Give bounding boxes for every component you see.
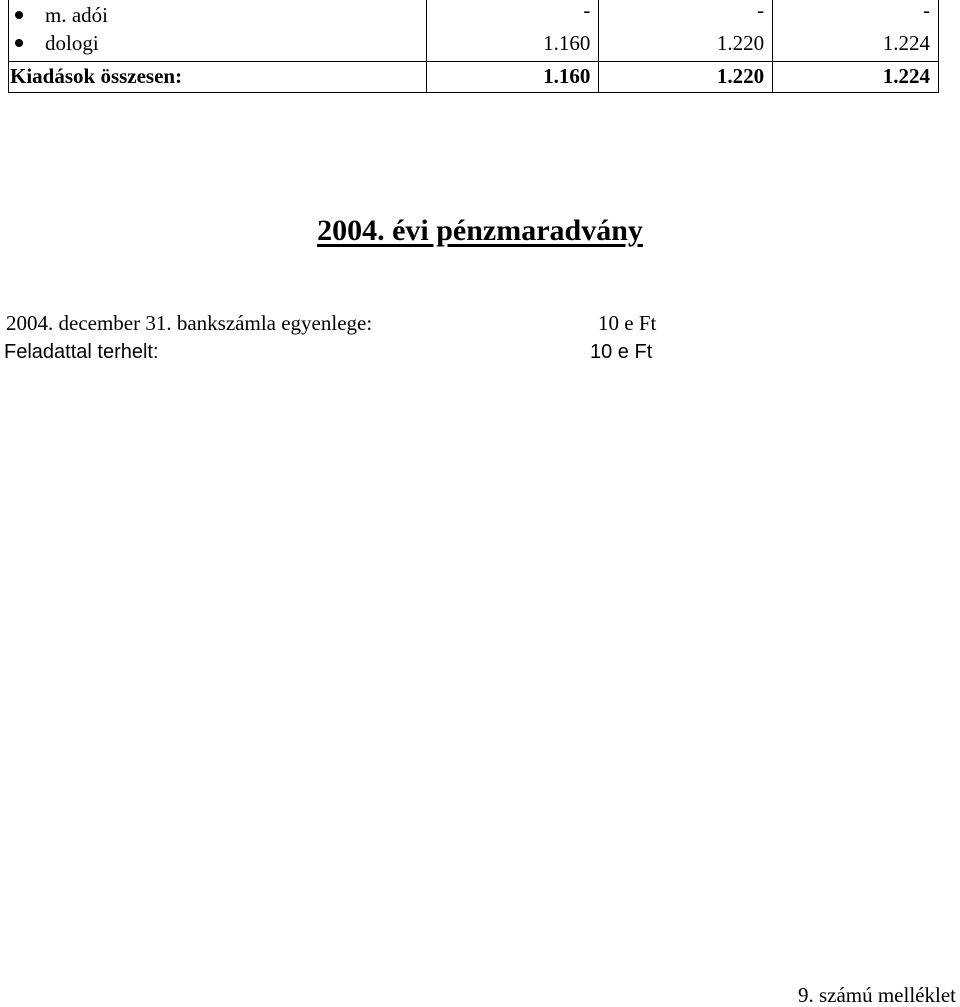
value-cell: 1.224	[773, 28, 939, 62]
value-cell: 1.220	[599, 28, 773, 62]
bank-balance-value: 10 e Ft	[598, 311, 657, 335]
annex-label: 9. számú melléklet	[797, 983, 956, 1007]
bullet-icon	[15, 11, 23, 19]
row-label-cell	[9, 28, 427, 62]
value-cell: 1.160	[427, 28, 599, 62]
row-label: dologi	[45, 31, 99, 55]
value-cell: -	[427, 0, 599, 28]
expense-table	[8, 0, 939, 93]
burdened-value: 10 e Ft	[590, 341, 653, 363]
value-cell: -	[599, 0, 773, 28]
bank-balance-label: 2004. december 31. bankszámla egyenlege:	[6, 311, 373, 335]
table-row	[9, 28, 939, 62]
burdened-label: Feladattal terhelt:	[4, 341, 159, 363]
row-label: m. adói	[45, 3, 108, 27]
total-value: 1.160	[427, 62, 599, 93]
total-value: 1.224	[773, 62, 939, 93]
value-cell: -	[773, 0, 939, 28]
bullet-icon	[15, 39, 23, 47]
total-row	[9, 62, 939, 93]
row-label-cell	[9, 0, 427, 28]
table-row	[9, 0, 939, 28]
total-label: Kiadások összesen:	[9, 62, 427, 93]
section-title: 2004. évi pénzmaradvány	[317, 214, 643, 247]
total-value: 1.220	[599, 62, 773, 93]
